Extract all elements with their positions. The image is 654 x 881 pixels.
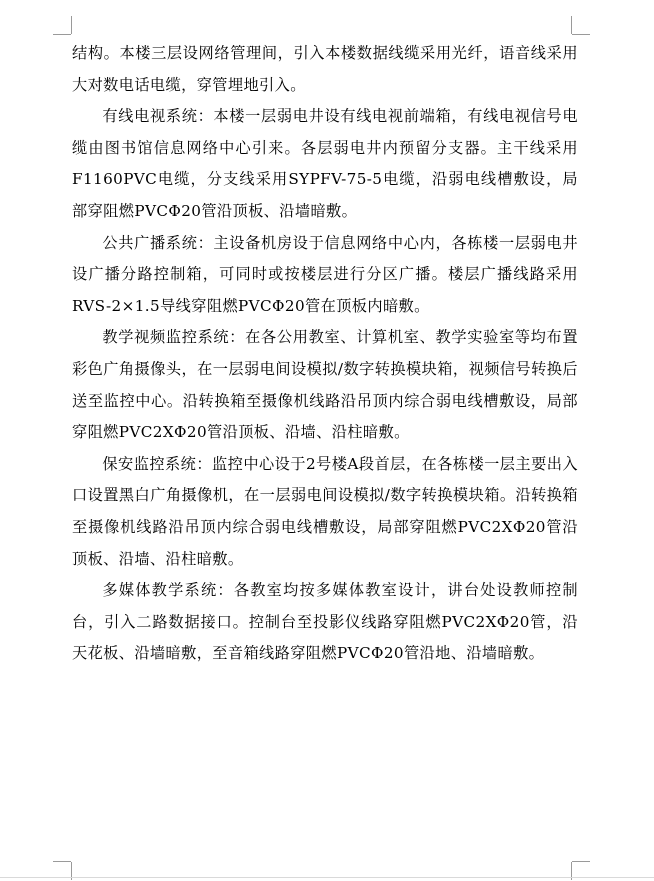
crop-mark-top-right-horizontal <box>572 34 590 35</box>
paragraph-security-monitoring-system[interactable]: 保安监控系统：监控中心设于2号楼A段首层，在各栋楼一层主要出入口设置黑白广角摄像机，在一层弱电间设模拟/数字转换模块箱。沿转换箱至摄像机线路沿吊顶内综合弱电线槽敷设，局部穿阻燃PVC2XΦ20管沿顶板、沿墙、沿柱暗敷。 <box>72 454 578 568</box>
paragraph-network-continuation[interactable]: 结构。本楼三层设网络管理间，引入本楼数据线缆采用光纤，语音线采用大对数电话电缆，穿管埋地引入。 <box>72 44 578 94</box>
paragraph-public-broadcast-system[interactable]: 公共广播系统：主设备机房设于信息网络中心内，各栋楼一层弱电井设广播分路控制箱，可同时或按楼层进行分区广播。楼层广播线路采用RVS-2×1.5导线穿阻燃PVCΦ20管在顶板内暗敷。 <box>72 233 578 315</box>
crop-mark-top-left-horizontal <box>53 34 71 35</box>
crop-mark-top-left-vertical <box>71 16 72 34</box>
crop-mark-top-right-vertical <box>571 16 572 34</box>
paragraph-cable-tv-system[interactable]: 有线电视系统：本楼一层弱电井设有线电视前端箱，有线电视信号电缆由图书馆信息网络中心引来。各层弱电井内预留分支器。主干线采用F1160PVC电缆，分支线采用SYPFV-75-5电缆，沿弱电线槽敷设，局部穿阻燃PVCΦ20管沿顶板、沿墙暗敷。 <box>72 107 578 220</box>
page-bottom-edge <box>0 877 654 878</box>
crop-mark-bottom-left-horizontal <box>53 861 71 862</box>
paragraph-multimedia-teaching-system[interactable]: 多媒体教学系统：各教室均按多媒体教室设计，讲台处设教师控制台，引入二路数据接口。控制台至投影仪线路穿阻燃PVC2XΦ20管，沿天花板、沿墙暗敷，至音箱线路穿阻燃PVCΦ20管沿地、沿墙暗敷。 <box>72 581 578 663</box>
crop-mark-bottom-right-horizontal <box>572 861 590 862</box>
paragraph-teaching-video-monitoring-system[interactable]: 教学视频监控系统：在各公用教室、计算机室、教学实验室等均布置彩色广角摄像头，在一层弱电间设模拟/数字转换模块箱，视频信号转换后送至监控中心。沿转换箱至摄像机线路沿吊顶内综合弱电线槽敷设，局部穿阻燃PVC2XΦ20管沿顶板、沿墙、沿柱暗敷。 <box>72 328 578 442</box>
document-body[interactable] <box>72 38 578 670</box>
